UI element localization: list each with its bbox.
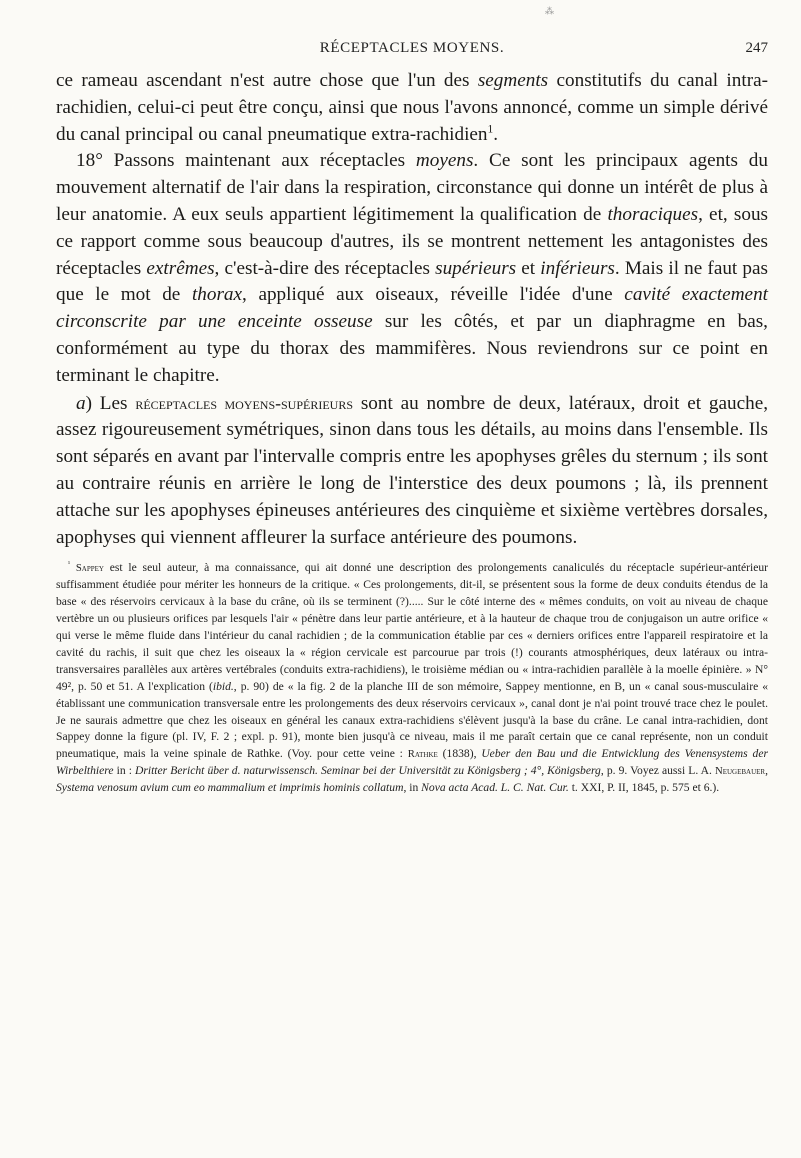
main-text <box>56 68 768 551</box>
paragraph-a: a) Les réceptacles moyens-supérieurs sont au nombre de deux, latéraux, droit et gauche, assez rigoureusement symétriques, sinon dans tous les détails, au moins dans l'ensemble. Ils sont séparés en avant par l'intervalle compris entre les apophyses grêles du sternum ; ils sont au contraire réunis en arrière le long de l'interstice des deux poumons ; là, ils prennent attache sur les apophyses épineuses antérieures des cinquième et sixième vertèbres dorsales, apophyses qui viennent affleurer la surface antérieure des poumons. <box>56 392 769 548</box>
paragraph-18: 18° Passons maintenant aux réceptacles moyens. Ce sont les principaux agents du mouvement alternatif de l'air dans la respiration, circonstance qui donne un intérêt de plus à leur anatomie. A eux seuls appartient légitimement la qualification de thoraciques, et, sous ce rapport comme sous beaucoup d'autres, ils se montrent nettement les antagonistes des réceptacles extrêmes, c'est-à-dire des réceptacles supérieurs et inférieurs. Mais il ne faut pas que le mot de thorax, appliqué aux oiseaux, réveille l'idée d'une cavité exactement circonscrite par une enceinte osseuse sur les côtés, et par un diaphragme en bas, conformément au type du thorax des mammifères. Nous reviendrons sur ce point en terminant le chapitre. <box>56 150 769 386</box>
page <box>56 40 768 797</box>
paragraph-continuation: ce rameau ascendant n'est autre chose que l'un des segments constitutifs du canal intra-rachidien, celui-ci peut être conçu, ainsi que nous l'avons annoncé, comme un simple dérivé du canal principal ou canal pneumatique extra-rachidien$^1$. <box>56 70 768 145</box>
footnote-1: $^{^1}$ Sappey est le seul auteur, à ma connaissance, qui ait donné une description des prolongements canaliculés du réceptacle supérieur-antérieur suffisamment étudiée pour mériter les honneurs de la critique. « Ces prolongements, dit-il, se présentent sous la forme de deux conduits étendus de la base « des réservoirs cervicaux à la base du crâne, où ils se terminent (?)..... Sur le côté interne des « mêmes conduits, on voit au niveau de chaque vertèbre un ou plusieurs orifices par lesquels l'air « pénètre dans leur partie antérieure, et à la hauteur de chaque trou de conjugaison un autre orifice « qui verse le même fluide dans l'intérieur du canal rachidien ; de la communication établie par ces « derniers orifices entre l'appareil respiratoire et la cavité du rachis, il suit que chez les oiseaux la « région cervicale est parcourue par trois (!) courants atmosphériques, deux latéraux ou intra-transversaires parallèles aux artères vertébrales (conduits extra-rachidiens), le troisième médian ou « intra-rachidien parallèle à la moelle épinière. » N° 49², p. 50 et 51. A l'explication (ibid., p. 90) de « la fig. 2 de la planche III de son mémoire, Sappey mentionne, en B, un « canal sous-musculaire « établissant une communication transversale entre les prolongements des deux réservoirs cervicaux », canal dont je n'ai point trouvé trace chez le poulet. Je ne saurais admettre que chez les oiseaux en général les canaux extra-rachidiens s'élèvent jusqu'à la base du crâne. Le canal intra-rachidien, dont Sappey donne la figure (pl. IV, F. 2 ; expl. p. 91), monte bien jusqu'à ce niveau, mais il me paraît certain que ce canal représente, non un conduit pneumatique, mais la veine spinale de Rathke. (Voy. pour cette veine : Rathke (1838), Ueber den Bau und die Entwicklung des Venensystems der Wirbelthiere in : Dritter Bericht über d. naturwissensch. Seminar bei der Universität zu Königsberg ; 4°, Königsberg, p. 9. Voyez aussi L. A. Neugebauer, Systema venosum avium cum eo mammalium et imprimis hominis collatum, in Nova acta Acad. L. C. Nat. Cur. t. XXI, P. II, 1845, p. 575 et 6.). <box>56 560 769 795</box>
paper-mark: ⁂ <box>545 6 554 16</box>
footnote-mark: ¹ <box>68 560 71 569</box>
footnote-reference[interactable]: 1 <box>487 123 494 136</box>
running-title: RÉCEPTACLES MOYENS. <box>319 40 505 56</box>
footnote <box>56 560 768 797</box>
page-number: 247 <box>745 40 768 56</box>
page-header <box>56 40 768 68</box>
